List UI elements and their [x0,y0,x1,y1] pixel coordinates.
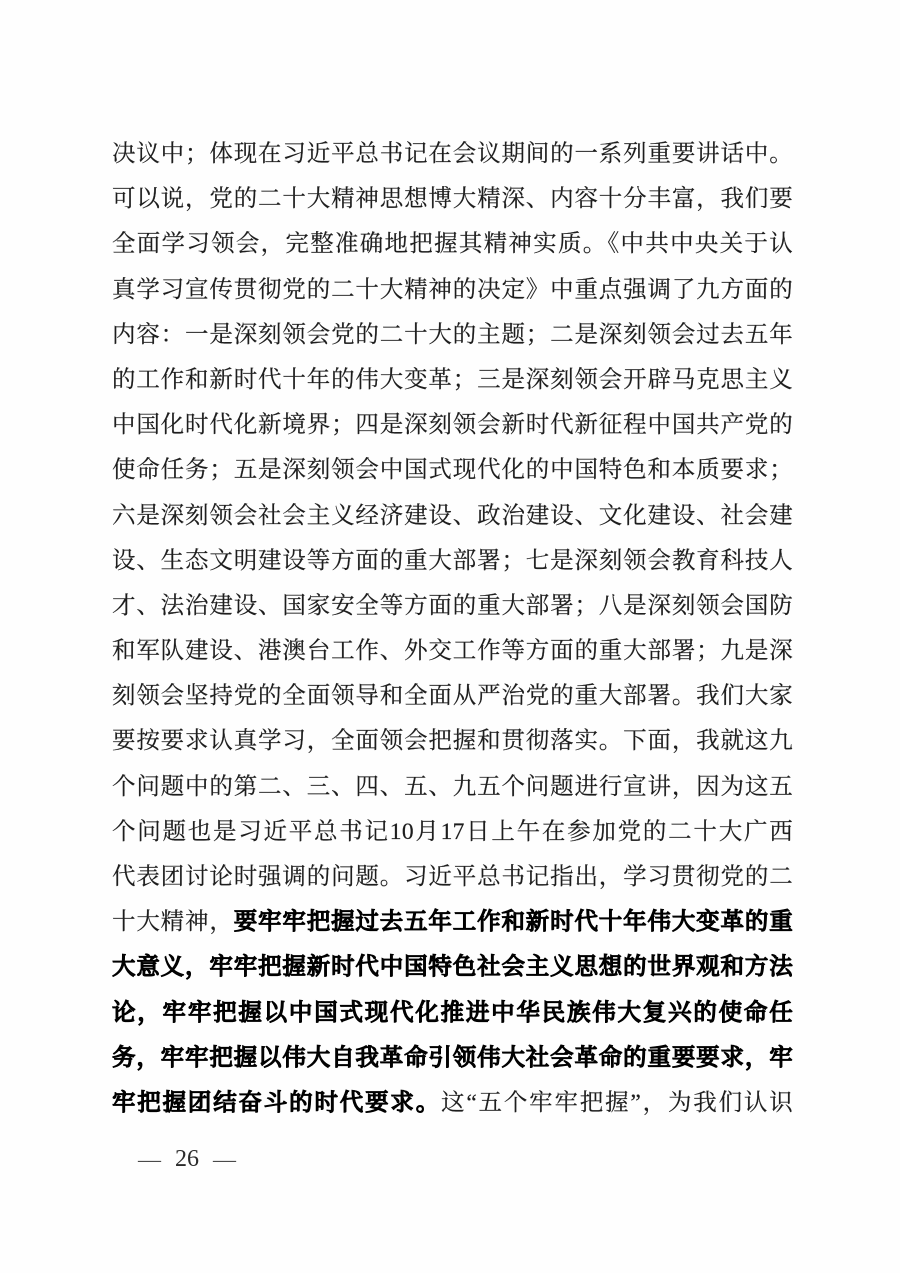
text-line [112,900,793,945]
footer-dash-left: — [138,1146,161,1172]
page-footer [138,1146,236,1173]
body-text: 个问题也是习近平总书记10月17日上午在参加党的二十大广西 [112,818,793,845]
text-line [112,855,793,900]
body-text: 要按要求认真学习，全面领会把握和贯彻落实。下面，我就这九 [112,728,793,755]
text-line [112,991,793,1036]
text-line [112,945,793,990]
body-text: 使命任务；五是深刻领会中国式现代化的中国特色和本质要求； [112,457,793,484]
body-text: 真学习宣传贯彻党的二十大精神的决定》中重点强调了九方面的 [112,276,793,303]
text-line [112,539,793,584]
text-line [112,719,793,764]
body-text: 刻领会坚持党的全面领导和全面从严治党的重大部署。我们大家 [112,683,793,710]
text-line [112,810,793,855]
body-text: 全面学习领会，完整准确地把握其精神实质。《中共中央关于认 [112,231,793,258]
text-line [112,132,793,177]
text-line [112,358,793,403]
document-body [112,132,793,1126]
text-line [112,177,793,222]
text-line [112,448,793,493]
text-line [112,1036,793,1081]
body-text: 十大精神， [112,909,234,936]
body-text: 个问题中的第二、三、四、五、九五个问题进行宣讲，因为这五 [112,773,793,800]
body-text: 才、法治建设、国家安全等方面的重大部署；八是深刻领会国防 [112,592,793,619]
emphasis-text: 要牢牢把握过去五年工作和新时代十年伟大变革的重 [233,909,793,936]
footer-dash-right: — [213,1146,236,1172]
emphasis-text: 大意义，牢牢把握新时代中国特色社会主义思想的世界观和方法 [112,954,793,981]
text-line [112,222,793,267]
text-line [112,1081,793,1126]
body-text: 决议中；体现在习近平总书记在会议期间的一系列重要讲话中。 [112,141,793,167]
body-text: 设、生态文明建设等方面的重大部署；七是深刻领会教育科技人 [112,547,793,574]
body-text: 内容：一是深刻领会党的二十大的主题；二是深刻领会过去五年 [112,321,793,348]
text-line [112,313,793,358]
text-line [112,674,793,719]
text-line [112,629,793,674]
text-line [112,268,793,313]
body-text: 可以说，党的二十大精神思想博大精深、内容十分丰富，我们要 [112,186,793,213]
body-text: 代表团讨论时强调的问题。习近平总书记指出，学习贯彻党的二 [112,864,793,890]
text-line [112,403,793,448]
emphasis-text: 论，牢牢把握以中国式现代化推进中华民族伟大复兴的使命任 [112,999,793,1026]
body-text: 中国化时代化新境界；四是深刻领会新时代新征程中国共产党的 [112,412,793,439]
page-number: 26 [175,1146,199,1172]
body-text: 的工作和新时代十年的伟大变革；三是深刻领会开辟马克思主义 [112,366,793,393]
emphasis-text: 牢把握团结奋斗的时代要求。 [112,1089,442,1116]
text-line [112,584,793,629]
emphasis-text: 务，牢牢把握以伟大自我革命引领伟大社会革命的重要要求，牢 [112,1044,793,1071]
text-line [112,494,793,539]
text-line [112,765,793,810]
body-text: 六是深刻领会社会主义经济建设、政治建设、文化建设、社会建 [112,502,793,529]
body-text: 这“五个牢牢把握”，为我们认识 [441,1089,793,1116]
body-text: 和军队建设、港澳台工作、外交工作等方面的重大部署；九是深 [112,638,793,665]
